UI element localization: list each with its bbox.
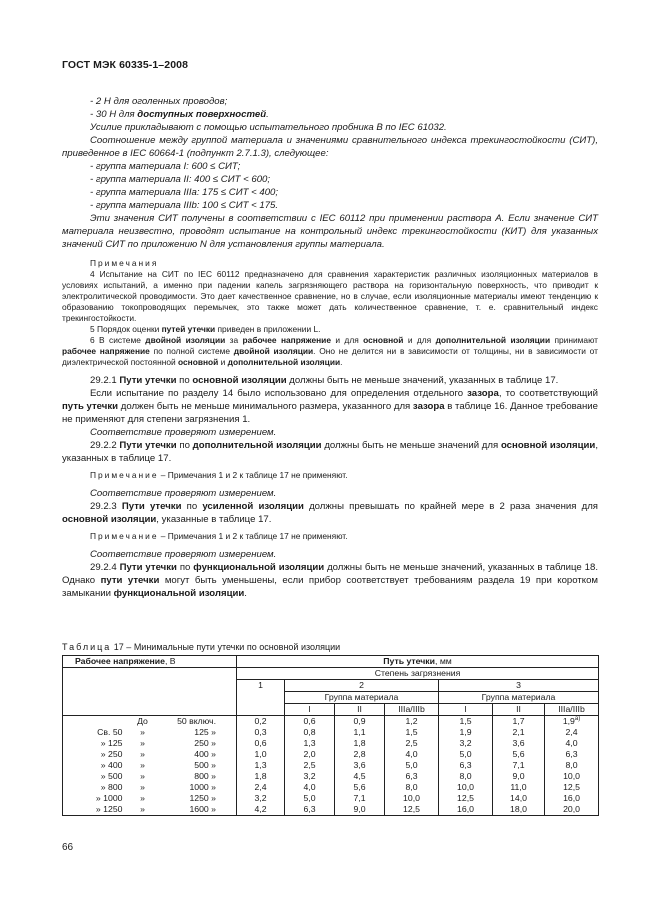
value-cell: 5,6 bbox=[493, 749, 545, 760]
notes-block bbox=[62, 258, 598, 368]
voltage-cell: » bbox=[125, 804, 161, 816]
compliance-check: Соответствие проверяют измерением. bbox=[90, 488, 277, 499]
header-pollution-degree: Степень загрязнения bbox=[237, 668, 599, 680]
voltage-cell: До bbox=[125, 716, 161, 728]
voltage-cell: Св. 50 bbox=[63, 727, 125, 738]
value-cell: 1,2 bbox=[385, 716, 439, 728]
table-row bbox=[63, 738, 599, 749]
table-row bbox=[63, 771, 599, 782]
value-cell: 8,0 bbox=[545, 760, 599, 771]
value-cell: 1,0 bbox=[237, 749, 285, 760]
page-header: ГОСТ МЭК 60335-1–2008 bbox=[62, 59, 189, 71]
degree-3: 3 bbox=[439, 680, 599, 692]
value-cell: 3,2 bbox=[285, 771, 335, 782]
group-ii: II bbox=[493, 704, 545, 716]
voltage-cell: 1250 » bbox=[161, 793, 237, 804]
value-cell: 6,3 bbox=[545, 749, 599, 760]
group-iii: IIIa/IIIb bbox=[545, 704, 599, 716]
voltage-cell: » 1000 bbox=[63, 793, 125, 804]
value-cell: 9,0 bbox=[493, 771, 545, 782]
value-cell: 10,0 bbox=[439, 782, 493, 793]
voltage-cell: » bbox=[140, 771, 145, 781]
paragraph: Эти значения СИТ получены в соответствии с IEC 60112 при применении раствора А. Если значение СИТ материала неизвестно, проводят испытание на контрольный индекс трекингостойкости (КИТ) для указанных значений СИТ по приложению N для установления группы материала. bbox=[62, 213, 598, 250]
footnote-marker: a) bbox=[574, 716, 581, 723]
value-cell: 1,8 bbox=[237, 771, 285, 782]
voltage-cell: » bbox=[140, 793, 145, 803]
table-caption: Таблица 17 – Минимальные пути утечки по основной изоляции bbox=[62, 642, 341, 652]
value-cell: 2,1 bbox=[493, 727, 545, 738]
table-row bbox=[63, 793, 599, 804]
value-cell: 5,0 bbox=[439, 749, 493, 760]
voltage-cell: » bbox=[140, 782, 145, 792]
value-cell: 9,0 bbox=[335, 804, 385, 816]
group-i: I bbox=[285, 704, 335, 716]
value-cell: 5,0 bbox=[285, 793, 335, 804]
value-cell: 1,1 bbox=[335, 727, 385, 738]
creepage-table bbox=[62, 655, 599, 816]
voltage-cell: » bbox=[140, 760, 145, 770]
list-item: - 2 Н для оголенных проводов; bbox=[90, 96, 228, 107]
value-cell: 1,9 bbox=[439, 727, 493, 738]
degree-1: 1 bbox=[237, 680, 285, 716]
paragraph: Если испытание по разделу 14 было использовано для определения отдельного зазора, то соответствующий путь утечки должен быть не меньше минимального размера, указанного для зазора в таблице 16. Данное требование не применяют для степени загрязнения 1. bbox=[62, 388, 598, 425]
value-cell: 2,8 bbox=[335, 749, 385, 760]
value-cell: 0,6 bbox=[237, 738, 285, 749]
page-number: 66 bbox=[62, 842, 74, 853]
value-cell: 18,0 bbox=[493, 804, 545, 816]
header-creepage: Путь утечки, мм bbox=[237, 656, 599, 668]
value-cell: 8,0 bbox=[385, 782, 439, 793]
value-cell: 0,8 bbox=[285, 727, 335, 738]
value-cell: 5,6 bbox=[335, 782, 385, 793]
clause-29-2-1: 29.2.1 Пути утечки по основной изоляции должны быть не меньше значений, указанных в таблице 17. bbox=[90, 375, 559, 386]
voltage-cell: » bbox=[140, 738, 145, 748]
value-cell: 1,3 bbox=[285, 738, 335, 749]
value-cell: 2,4 bbox=[237, 782, 285, 793]
table-row bbox=[63, 716, 599, 728]
clause-29-2-2: 29.2.2 Пути утечки по дополнительной изоляции должны быть не меньше значений для основной изоляции, указанных в таблице 17. bbox=[62, 440, 598, 464]
value-cell: 2,4 bbox=[545, 727, 599, 738]
value-cell: 14,0 bbox=[493, 793, 545, 804]
material-group-label: Группа материала bbox=[439, 692, 599, 704]
paragraph: Усилие прикладывают с помощью испытательного пробника В по IEC 61032. bbox=[90, 122, 447, 133]
clause-29-2-3: 29.2.3 Пути утечки по усиленной изоляции должны превышать по крайней мере в 2 раза значения для основной изоляции, указанные в таблице 17. bbox=[62, 501, 598, 525]
value-cell: 0,9 bbox=[335, 716, 385, 728]
group-i: I bbox=[439, 704, 493, 716]
value-cell: 7,1 bbox=[335, 793, 385, 804]
value-cell: 1,9$^{a)}$ bbox=[545, 716, 599, 728]
voltage-cell: 800 » bbox=[161, 771, 237, 782]
voltage-cell: » 1250 bbox=[63, 804, 125, 816]
voltage-cell: » bbox=[140, 727, 145, 737]
list-item: - группа материала I: 600 ≤ СИТ; bbox=[90, 161, 241, 172]
note: Примечание – Примечания 1 и 2 к таблице 17 не применяют. bbox=[90, 470, 348, 480]
value-cell: 4,0 bbox=[545, 738, 599, 749]
voltage-cell: » 250 bbox=[63, 749, 125, 760]
value-cell: 4,5 bbox=[335, 771, 385, 782]
value-cell: 20,0 bbox=[545, 804, 599, 816]
list-item: - 30 Н для доступных поверхностей. bbox=[90, 109, 269, 120]
value-cell: 6,3 bbox=[385, 771, 439, 782]
note: Примечание – Примечания 1 и 2 к таблице 17 не применяют. bbox=[90, 531, 348, 541]
value-cell: 2,5 bbox=[285, 760, 335, 771]
value-cell: 1,8 bbox=[335, 738, 385, 749]
voltage-cell: 1600 » bbox=[161, 804, 237, 816]
value-cell: 10,0 bbox=[545, 771, 599, 782]
voltage-cell: 125 » bbox=[161, 727, 237, 738]
clause-29-2-4: 29.2.4 Пути утечки по функциональной изоляции должны быть не меньше значений, указанных в таблице 18. Однако пути утечки могут быть уменьшены, если прибор соответствует требованиям раздела 19 при коротком замыкании функциональной изоляции. bbox=[62, 562, 599, 599]
value-cell: 1,3 bbox=[237, 760, 285, 771]
voltage-cell: 50 включ. bbox=[161, 716, 237, 728]
voltage-cell: 400 » bbox=[161, 749, 237, 760]
compliance-check: Соответствие проверяют измерением. bbox=[90, 427, 277, 438]
voltage-cell bbox=[63, 716, 125, 728]
paragraph: Соотношение между группой материала и значениями сравнительного индекса трекингостойкости (СИТ), приведенное в IEC 60664-1 (подпункт 2.7.1.3), следующее: bbox=[62, 135, 598, 159]
value-cell: 11,0 bbox=[493, 782, 545, 793]
value-cell: 3,6 bbox=[335, 760, 385, 771]
material-group-label: Группа материала bbox=[285, 692, 439, 704]
body-text bbox=[62, 95, 598, 600]
list-item: - группа материала IIIa: 175 ≤ СИТ < 400; bbox=[90, 187, 279, 198]
value-cell: 8,0 bbox=[439, 771, 493, 782]
value-cell: 1,5 bbox=[385, 727, 439, 738]
value-cell: 1,7 bbox=[493, 716, 545, 728]
value-cell: 4,2 bbox=[237, 804, 285, 816]
voltage-cell: 250 » bbox=[161, 738, 237, 749]
notes-label: Примечания bbox=[90, 258, 159, 268]
list-item: - группа материала IIIb: 100 ≤ СИТ < 175. bbox=[90, 200, 279, 211]
voltage-cell: » 400 bbox=[63, 760, 125, 771]
value-cell: 1,5 bbox=[439, 716, 493, 728]
value-cell: 7,1 bbox=[493, 760, 545, 771]
value-cell: 12,5 bbox=[545, 782, 599, 793]
value-cell: 5,0 bbox=[385, 760, 439, 771]
value-cell: 16,0 bbox=[545, 793, 599, 804]
voltage-cell: 500 » bbox=[161, 760, 237, 771]
table-row bbox=[63, 782, 599, 793]
compliance-check: Соответствие проверяют измерением. bbox=[90, 549, 277, 560]
value-cell: 2,0 bbox=[285, 749, 335, 760]
value-cell: 0,6 bbox=[285, 716, 335, 728]
header-voltage: Рабочее напряжение, В bbox=[63, 656, 237, 668]
value-cell: 0,3 bbox=[237, 727, 285, 738]
voltage-cell: » bbox=[140, 749, 145, 759]
voltage-cell: 1000 » bbox=[161, 782, 237, 793]
list-item: - группа материала II: 400 ≤ СИТ < 600; bbox=[90, 174, 271, 185]
note-6: 6 В системе двойной изоляции за рабочее напряжение и для основной и для дополнительной изоляции принимают рабочее напряжение по полной системе двойной изоляции. Оно не делится ни в зависимости от толщины, ни в зависимости от диэлектрической постоянной основной и дополнительной изоляции. bbox=[62, 335, 599, 367]
note-4: 4 Испытание на СИТ по IEC 60112 предназначено для сравнения характеристик различных изоляционных материалов в условиях испытаний, а именно при падении капель загрязняющего раствора на горизонтальную поверхность, что приводит к электролитической проводимости. Это дает качественное сравнение, но в случае, если изоляционные материалы имеют тенденцию к образованию токопроводящих перемычек, это также может дать количественное сравнение, т. е. сравнительный индекс трекингостойкости. bbox=[62, 269, 598, 323]
value-cell: 4,0 bbox=[385, 749, 439, 760]
group-iii: IIIa/IIIb bbox=[385, 704, 439, 716]
value-cell: 4,0 bbox=[285, 782, 335, 793]
note-5: 5 Порядок оценки путей утечки приведен в приложении L. bbox=[90, 324, 321, 334]
value-cell: 6,3 bbox=[285, 804, 335, 816]
table-row bbox=[63, 749, 599, 760]
voltage-cell: » 125 bbox=[63, 738, 125, 749]
value-cell: 2,5 bbox=[385, 738, 439, 749]
value-cell: 10,0 bbox=[385, 793, 439, 804]
voltage-cell: » 800 bbox=[63, 782, 125, 793]
table-row bbox=[63, 760, 599, 771]
voltage-cell: » 500 bbox=[63, 771, 125, 782]
value-cell: 12,5 bbox=[385, 804, 439, 816]
value-cell: 3,2 bbox=[439, 738, 493, 749]
value-cell: 0,2 bbox=[237, 716, 285, 728]
value-cell: 3,2 bbox=[237, 793, 285, 804]
group-ii: II bbox=[335, 704, 385, 716]
table-row bbox=[63, 727, 599, 738]
value-cell: 16,0 bbox=[439, 804, 493, 816]
value-cell: 12,5 bbox=[439, 793, 493, 804]
degree-2: 2 bbox=[285, 680, 439, 692]
table-row bbox=[63, 804, 599, 816]
value-cell: 6,3 bbox=[439, 760, 493, 771]
value-cell: 3,6 bbox=[493, 738, 545, 749]
